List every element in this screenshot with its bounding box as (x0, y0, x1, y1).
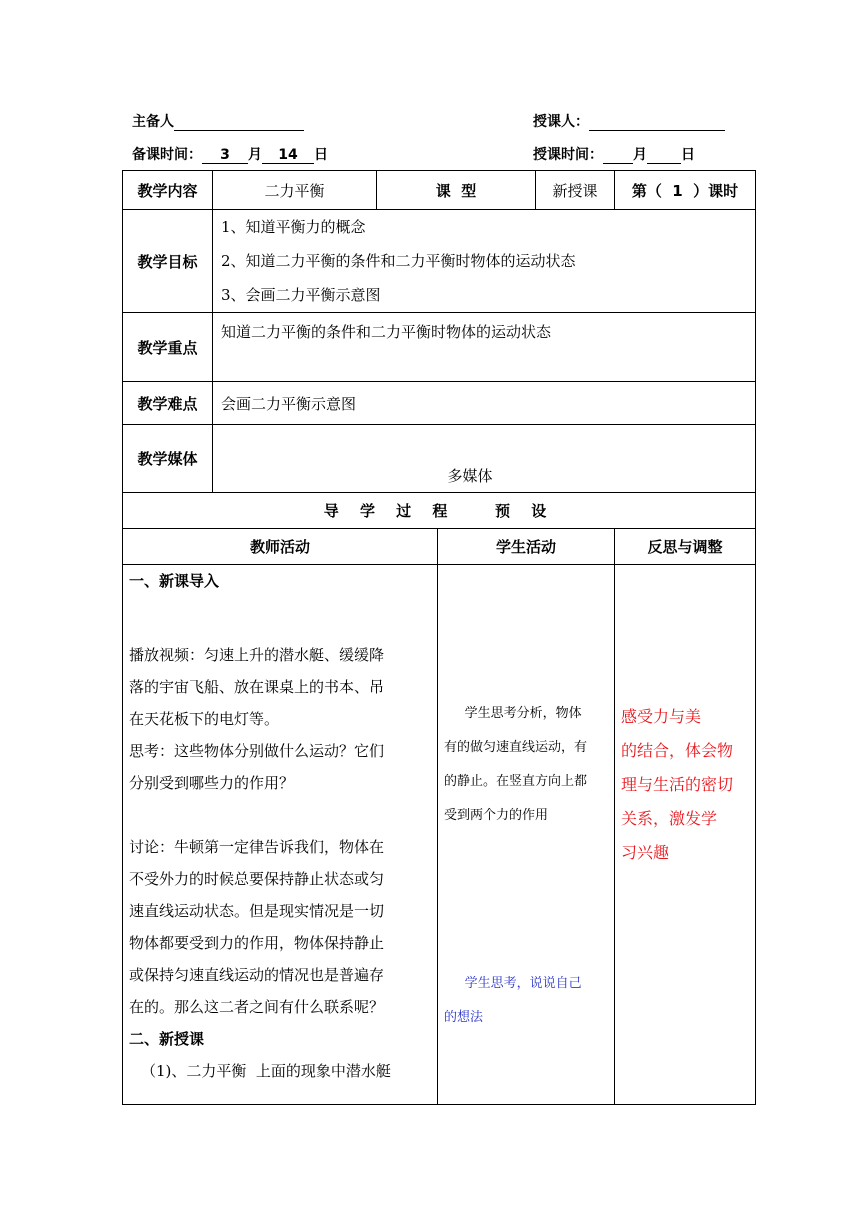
student-line: 受到两个力的作用 (444, 808, 549, 823)
reflect-line: 习兴趣 (621, 843, 670, 862)
teacher-line: 播放视频：匀速上升的潜水艇、缓缓降 (129, 646, 385, 664)
goals-label: 教学目标 (123, 210, 213, 313)
teacher-line: 不受外力的时候总要保持静止状态或匀 (129, 870, 385, 888)
teacher-line: 分别受到哪些力的作用？ (129, 774, 295, 792)
goal-item: 1、知道平衡力的概念 (221, 218, 366, 236)
media-value[interactable]: 多媒体 (213, 425, 756, 493)
prep-month[interactable]: 3 (202, 147, 248, 164)
teacher-label: 授课人： (533, 114, 589, 130)
reflect-line: 的结合，体会物 (621, 741, 734, 760)
teacher-line: 速直线运动状态。但是现实情况是一切 (129, 902, 385, 920)
class-month-unit: 月 (633, 147, 647, 163)
teacher-line: 讨论：牛顿第一定律告诉我们，物体在 (129, 838, 385, 856)
teacher-line: 在天花板下的电灯等。 (129, 710, 280, 728)
teacher-line (533, 113, 725, 131)
teacher-line: 落的宇宙飞船、放在课桌上的书本、吊 (129, 678, 385, 696)
col-reflect-header: 反思与调整 (615, 529, 756, 565)
teacher-line: 二、新授课 (129, 1030, 205, 1048)
key-value[interactable]: 知道二力平衡的条件和二力平衡时物体的运动状态 (213, 313, 756, 382)
teacher-line: 在的。那么这二者之间有什么联系呢？ (129, 998, 385, 1016)
preparer-line (132, 113, 304, 131)
teacher-line (129, 799, 431, 831)
prep-time-label: 备课时间： (132, 147, 202, 163)
teacher-line (129, 597, 431, 629)
content-value[interactable]: 二力平衡 (213, 171, 377, 210)
key-label: 教学重点 (123, 313, 213, 382)
prep-day-unit: 日 (314, 147, 328, 163)
type-value[interactable]: 新授课 (536, 171, 615, 210)
prep-day[interactable]: 14 (262, 147, 314, 164)
goal-item: 3、会画二力平衡示意图 (221, 286, 381, 304)
student-line: 的静止。在竖直方向上都 (444, 774, 588, 789)
teacher-line: （1)、二力平衡 上面的现象中潜水艇 (141, 1062, 391, 1080)
class-day-unit: 日 (681, 147, 695, 163)
difficulty-value[interactable]: 会画二力平衡示意图 (213, 382, 756, 425)
class-time-label: 授课时间： (533, 147, 603, 163)
prep-time-line (132, 146, 328, 164)
class-time-line (533, 146, 695, 164)
difficulty-label: 教学难点 (123, 382, 213, 425)
student-line: 学生思考，说说自己 (444, 976, 582, 991)
content-label: 教学内容 (123, 171, 213, 210)
lesson-plan-table (122, 170, 756, 1105)
period-label[interactable]: 第（ 1 ）课时 (615, 171, 756, 210)
reflect-line: 理与生活的密切 (621, 775, 734, 794)
class-month-blank[interactable] (603, 147, 633, 164)
goal-item: 2、知道二力平衡的条件和二力平衡时物体的运动状态 (221, 252, 576, 270)
preparer-blank[interactable] (174, 114, 304, 131)
student-line: 的想法 (444, 1010, 484, 1025)
teacher-line: 思考：这些物体分别做什么运动？它们 (129, 742, 385, 760)
student-activity-cell[interactable] (438, 565, 615, 1105)
student-line: 学生思考分析，物体 (444, 706, 582, 721)
teacher-line: 物体都要受到力的作用，物体保持静止 (129, 934, 385, 952)
col-student-header: 学生活动 (438, 529, 615, 565)
process-section-title: 导 学 过 程 预 设 (123, 493, 756, 529)
teacher-line: 一、新课导入 (129, 572, 220, 590)
type-label: 课 型 (377, 171, 536, 210)
preparer-label: 主备人 (132, 114, 174, 130)
student-line: 有的做匀速直线运动，有 (444, 740, 588, 755)
reflect-line: 关系，激发学 (621, 809, 718, 828)
reflect-line: 感受力与美 (621, 707, 702, 726)
class-day-blank[interactable] (647, 147, 681, 164)
col-teacher-header: 教师活动 (123, 529, 438, 565)
teacher-line: 或保持匀速直线运动的情况也是普遍存 (129, 966, 385, 984)
teacher-blank[interactable] (589, 114, 725, 131)
prep-month-unit: 月 (248, 147, 262, 163)
teacher-activity-cell[interactable] (123, 565, 438, 1105)
goals-cell[interactable] (213, 210, 756, 313)
reflection-cell[interactable] (615, 565, 756, 1105)
media-label: 教学媒体 (123, 425, 213, 493)
